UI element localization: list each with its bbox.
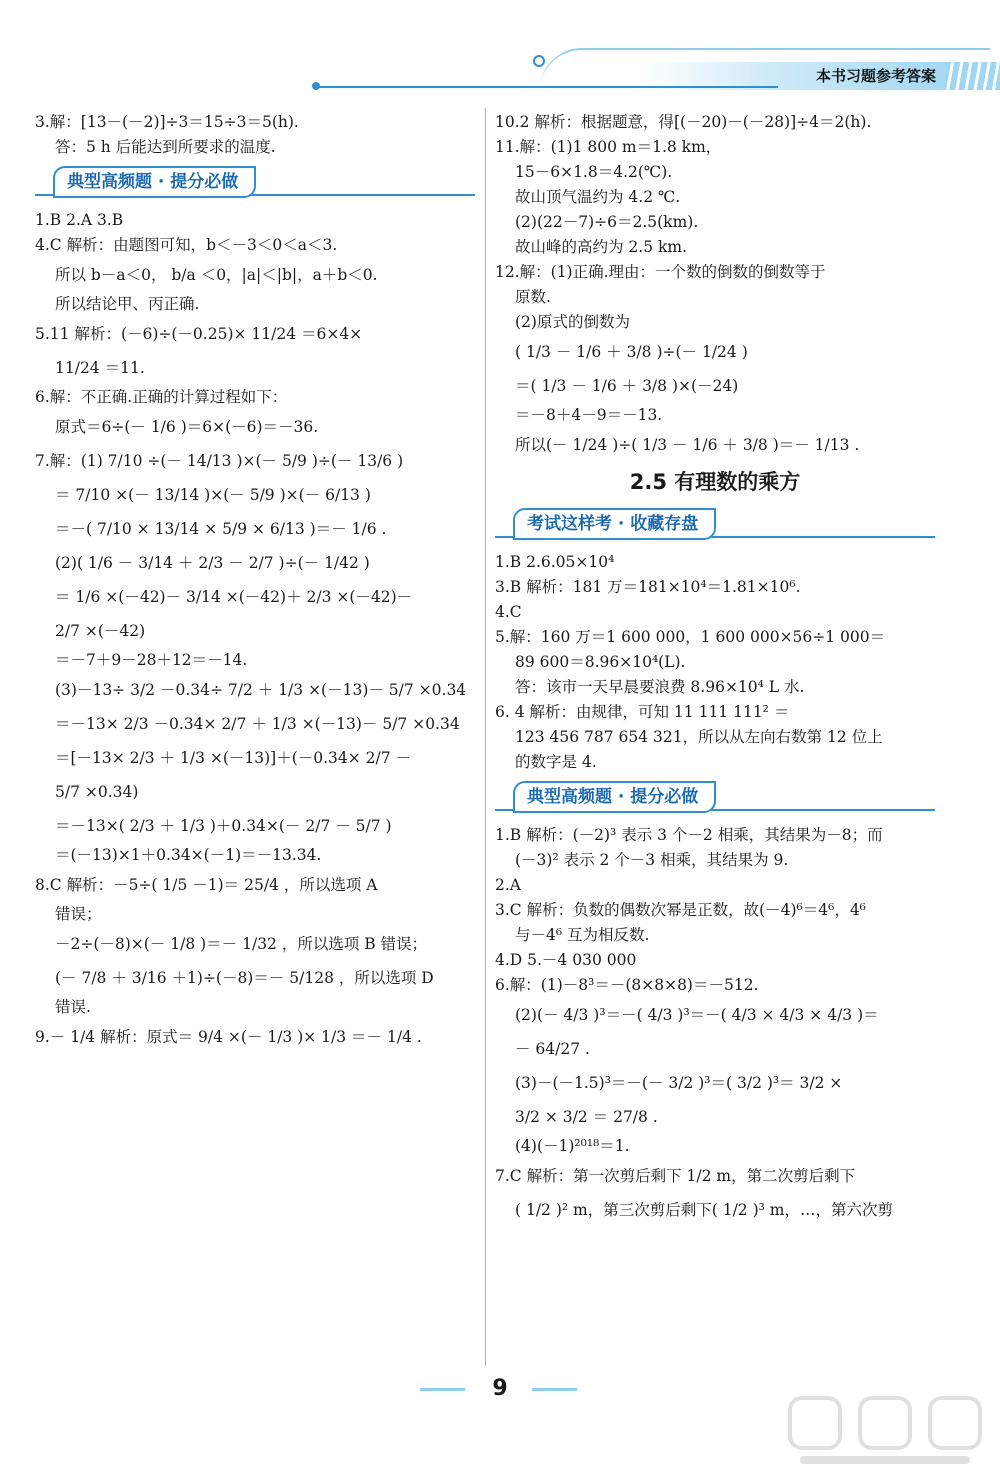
answer-line: 答：5 h 后能达到所要求的温度. bbox=[55, 138, 276, 156]
answer-line: 所以结论甲、丙正确. bbox=[55, 295, 200, 313]
answer-line: 10.2 解析：根据题意，得[(－20)－(－28)]÷4＝2(h). bbox=[495, 113, 872, 131]
answer-line: 原数. bbox=[515, 288, 551, 306]
answer-line: 4.C 解析：由题图可知，b＜－3＜0＜a＜3. bbox=[35, 236, 338, 254]
answer-line: 2/7 ×(－42) bbox=[55, 622, 146, 640]
answer-line: 9.－ 1/4 解析：原式＝ 9/4 ×(－ 1/3 )× 1/3 ＝－ 1/4 . bbox=[35, 1028, 422, 1046]
answer-line: 错误. bbox=[55, 998, 91, 1016]
answer-line: ＝－13× 2/3 －0.34× 2/7 ＋ 1/3 ×(－13)－ 5/7 ×0.34 bbox=[55, 715, 460, 733]
answer-line: 89 600＝8.96×10⁴(L). bbox=[515, 653, 686, 671]
answer-line: 故山峰的高约为 2.5 km. bbox=[515, 238, 688, 256]
answer-line: (3)－13÷ 3/2 －0.34÷ 7/2 ＋ 1/3 ×(－13)－ 5/7 ×0.34 bbox=[55, 681, 467, 699]
answer-line: 所以 b－a＜0， b/a ＜0，|a|＜|b|，a＋b＜0. bbox=[55, 266, 378, 284]
answer-line: 3.解：[13－(－2)]÷3＝15÷3＝5(h). bbox=[35, 113, 299, 131]
answer-line: 与－4⁶ 互为相反数. bbox=[515, 926, 650, 944]
answer-line: 故山顶气温约为 4.2 ℃. bbox=[515, 188, 681, 206]
answer-line: ＝(－13)×1＋0.34×(－1)＝－13.34. bbox=[55, 846, 322, 864]
answer-line: (4)(－1)²⁰¹⁸＝1. bbox=[515, 1137, 630, 1155]
answer-line: － 64/27 . bbox=[515, 1040, 590, 1058]
answer-line: 11.解：(1)1 800 m＝1.8 km， bbox=[495, 138, 722, 156]
answer-line: 4.C bbox=[495, 603, 522, 621]
answer-line: －2÷(－8)×(－ 1/8 )＝－ 1/32 ，所以选项 B 错误； bbox=[55, 935, 428, 953]
answer-line: 1.B 2.6.05×10⁴ bbox=[495, 553, 615, 571]
answer-line: 的数字是 4. bbox=[515, 753, 597, 771]
answer-line: 123 456 787 654 321，所以从左向右数第 12 位上 bbox=[515, 728, 883, 746]
answer-line: 6.解：不正确.正确的计算过程如下： bbox=[35, 388, 288, 406]
answer-line: ＝－7＋9－28＋12＝－14. bbox=[55, 651, 248, 669]
answer-line: 6. 4 解析：由规律，可知 11 111 111² ＝ bbox=[495, 703, 790, 721]
header-title: 本书习题参考答案 bbox=[815, 67, 936, 85]
answer-line: 5/7 ×0.34) bbox=[55, 783, 139, 801]
footer-rule-left bbox=[420, 1388, 465, 1391]
answer-line: (3)－(－1.5)³＝－(－ 3/2 )³＝( 3/2 )³＝ 3/2 × bbox=[515, 1074, 843, 1092]
answer-line: ＝[－13× 2/3 ＋ 1/3 ×(－13)]＋(－0.34× 2/7 － bbox=[55, 749, 412, 767]
column-divider bbox=[485, 108, 486, 1366]
header-rule bbox=[318, 86, 778, 88]
answer-line: 7.C 解析：第一次剪后剩下 1/2 m，第二次剪后剩下 bbox=[495, 1167, 856, 1185]
watermark-logo bbox=[780, 1390, 990, 1470]
answer-line: 15－6×1.8＝4.2(℃). bbox=[515, 163, 673, 181]
answer-line: ＝－( 7/10 × 13/14 × 5/9 × 6/13 )＝－ 1/6 . bbox=[55, 520, 387, 538]
answer-line: ( 1/3 － 1/6 ＋ 3/8 )÷(－ 1/24 ) bbox=[515, 343, 748, 361]
answer-line: 7.解：(1) 7/10 ÷(－ 14/13 )×(－ 5/9 )÷(－ 13/6 ) bbox=[35, 452, 404, 470]
answer-line: (2)( 1/6 － 3/14 ＋ 2/3 － 2/7 )÷(－ 1/42 ) bbox=[55, 554, 370, 572]
answer-line: 错误； bbox=[55, 905, 102, 923]
footer-rule-right bbox=[532, 1388, 577, 1391]
answer-line: ( 1/2 )² m，第三次剪后剩下( 1/2 )³ m，…，第六次剪 bbox=[515, 1201, 893, 1219]
answer-line: ＝ 1/6 ×(－42)－ 3/14 ×(－42)＋ 2/3 ×(－42)－ bbox=[55, 588, 413, 606]
answer-line: 答：该市一天早晨要浪费 8.96×10⁴ L 水. bbox=[515, 678, 805, 696]
section-title: 2.5 有理数的乘方 bbox=[629, 470, 801, 494]
answer-line: 1.B 2.A 3.B bbox=[35, 211, 124, 229]
page-number: 9 bbox=[492, 1376, 508, 1401]
banner-label: 典型高频题 · 提分必做 bbox=[53, 166, 256, 198]
answer-line: 5.解：160 万＝1 600 000，1 600 000×56÷1 000＝ bbox=[495, 628, 886, 646]
answer-line: 原式＝6÷(－ 1/6 )＝6×(－6)＝－36. bbox=[55, 418, 319, 436]
answer-line: ＝ 7/10 ×(－ 13/14 )×(－ 5/9 )×(－ 6/13 ) bbox=[55, 486, 371, 504]
answer-line: (2)原式的倒数为 bbox=[515, 313, 630, 331]
right-column bbox=[495, 110, 935, 1227]
section-banner bbox=[35, 166, 475, 200]
header-dot-open bbox=[533, 55, 545, 67]
header-stripes bbox=[945, 62, 1000, 90]
answer-line: (－3)² 表示 2 个－3 相乘，其结果为 9. bbox=[515, 851, 789, 869]
header-dot bbox=[312, 82, 320, 90]
answer-line: 12.解：(1)正确.理由：一个数的倒数的倒数等于 bbox=[495, 263, 826, 281]
answer-line: 3.B 解析：181 万＝181×10⁴＝1.81×10⁶. bbox=[495, 578, 801, 596]
answer-line: 6.解：(1)－8³＝－(8×8×8)＝－512. bbox=[495, 976, 759, 994]
answer-line: 3/2 × 3/2 ＝ 27/8 . bbox=[515, 1108, 658, 1126]
answer-line: ＝( 1/3 － 1/6 ＋ 3/8 )×(－24) bbox=[515, 377, 739, 395]
answer-line: ＝－8＋4－9＝－13. bbox=[515, 406, 663, 424]
section-banner bbox=[495, 508, 935, 542]
banner-label: 典型高频题 · 提分必做 bbox=[513, 781, 716, 813]
answer-line: (－ 7/8 ＋ 3/16 ＋1)÷(－8)＝－ 5/128 ，所以选项 D bbox=[55, 969, 434, 987]
answer-line: 3.C 解析：负数的偶数次幂是正数，故(－4)⁶＝4⁶，4⁶ bbox=[495, 901, 866, 919]
left-column bbox=[35, 110, 475, 1054]
answer-line: (2)(22－7)÷6＝2.5(km). bbox=[515, 213, 699, 231]
answer-line: ＝－13×( 2/3 ＋ 1/3 )＋0.34×(－ 2/7 － 5/7 ) bbox=[55, 817, 392, 835]
answer-line: 1.B 解析：(－2)³ 表示 3 个－2 相乘，其结果为－8；而 bbox=[495, 826, 883, 844]
answer-line: 8.C 解析：－5÷( 1/5 －1)＝ 25/4 ，所以选项 A bbox=[35, 876, 378, 894]
banner-label: 考试这样考 · 收藏存盘 bbox=[513, 508, 716, 540]
page-footer bbox=[420, 1374, 580, 1404]
answer-line: 11/24 ＝11. bbox=[55, 359, 145, 377]
answer-line: 4.D 5.－4 030 000 bbox=[495, 951, 637, 969]
section-banner bbox=[495, 781, 935, 815]
answer-line: 2.A bbox=[495, 876, 521, 894]
answer-line: 所以(－ 1/24 )÷( 1/3 － 1/6 ＋ 3/8 )＝－ 1/13 . bbox=[515, 436, 860, 454]
answer-line: 5.11 解析：(－6)÷(－0.25)× 11/24 ＝6×4× bbox=[35, 325, 363, 343]
answer-line: (2)(－ 4/3 )³＝－( 4/3 )³＝－( 4/3 × 4/3 × 4/3 )＝ bbox=[515, 1006, 879, 1024]
